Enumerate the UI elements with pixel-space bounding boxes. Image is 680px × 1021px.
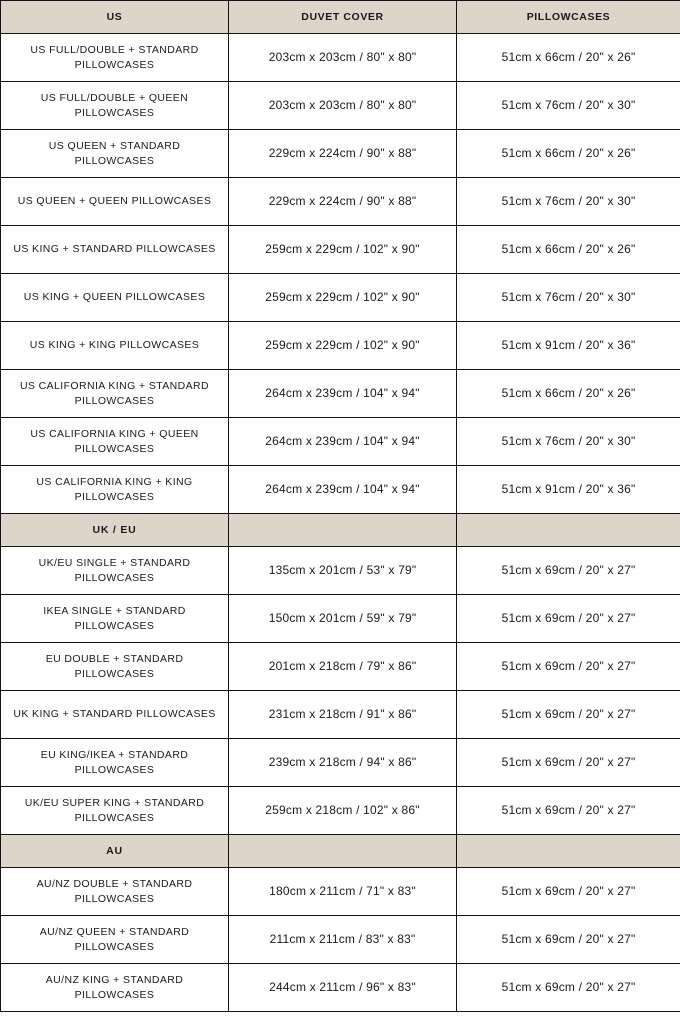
row-size-label: US FULL/DOUBLE + QUEEN PILLOWCASES bbox=[1, 82, 229, 130]
row-duvet-cover-size: 259cm x 229cm / 102" x 90" bbox=[229, 322, 457, 370]
row-pillowcase-size: 51cm x 66cm / 20" x 26" bbox=[457, 226, 680, 274]
section-title: AU bbox=[1, 835, 229, 868]
table-row bbox=[1, 868, 680, 916]
row-pillowcase-size: 51cm x 76cm / 20" x 30" bbox=[457, 274, 680, 322]
table-row bbox=[1, 322, 680, 370]
row-pillowcase-size: 51cm x 91cm / 20" x 36" bbox=[457, 466, 680, 514]
row-size-label: US QUEEN + QUEEN PILLOWCASES bbox=[1, 178, 229, 226]
table-row bbox=[1, 178, 680, 226]
table-row bbox=[1, 964, 680, 1012]
row-pillowcase-size: 51cm x 76cm / 20" x 30" bbox=[457, 418, 680, 466]
section-title: UK / EU bbox=[1, 514, 229, 547]
row-duvet-cover-size: 203cm x 203cm / 80" x 80" bbox=[229, 82, 457, 130]
section-spacer-pillow bbox=[457, 835, 680, 868]
table-row bbox=[1, 82, 680, 130]
row-duvet-cover-size: 264cm x 239cm / 104" x 94" bbox=[229, 418, 457, 466]
row-duvet-cover-size: 264cm x 239cm / 104" x 94" bbox=[229, 370, 457, 418]
table-row bbox=[1, 466, 680, 514]
row-size-label: US KING + STANDARD PILLOWCASES bbox=[1, 226, 229, 274]
table-row bbox=[1, 226, 680, 274]
table-header-row bbox=[1, 1, 680, 34]
row-size-label: EU KING/IKEA + STANDARD PILLOWCASES bbox=[1, 739, 229, 787]
row-duvet-cover-size: 229cm x 224cm / 90" x 88" bbox=[229, 178, 457, 226]
row-duvet-cover-size: 259cm x 229cm / 102" x 90" bbox=[229, 226, 457, 274]
row-size-label: EU DOUBLE + STANDARD PILLOWCASES bbox=[1, 643, 229, 691]
row-size-label: US QUEEN + STANDARD PILLOWCASES bbox=[1, 130, 229, 178]
row-size-label: US CALIFORNIA KING + STANDARD PILLOWCASES bbox=[1, 370, 229, 418]
table-body bbox=[1, 34, 680, 1012]
table-row bbox=[1, 274, 680, 322]
row-size-label: US CALIFORNIA KING + QUEEN PILLOWCASES bbox=[1, 418, 229, 466]
section-spacer-pillow bbox=[457, 514, 680, 547]
row-size-label: AU/NZ QUEEN + STANDARD PILLOWCASES bbox=[1, 916, 229, 964]
row-pillowcase-size: 51cm x 69cm / 20" x 27" bbox=[457, 547, 680, 595]
row-pillowcase-size: 51cm x 66cm / 20" x 26" bbox=[457, 370, 680, 418]
section-spacer-duvet bbox=[229, 514, 457, 547]
row-size-label: AU/NZ DOUBLE + STANDARD PILLOWCASES bbox=[1, 868, 229, 916]
row-pillowcase-size: 51cm x 69cm / 20" x 27" bbox=[457, 595, 680, 643]
row-duvet-cover-size: 231cm x 218cm / 91" x 86" bbox=[229, 691, 457, 739]
row-size-label: UK/EU SINGLE + STANDARD PILLOWCASES bbox=[1, 547, 229, 595]
row-duvet-cover-size: 259cm x 218cm / 102" x 86" bbox=[229, 787, 457, 835]
row-pillowcase-size: 51cm x 69cm / 20" x 27" bbox=[457, 787, 680, 835]
row-pillowcase-size: 51cm x 69cm / 20" x 27" bbox=[457, 916, 680, 964]
row-duvet-cover-size: 203cm x 203cm / 80" x 80" bbox=[229, 34, 457, 82]
row-duvet-cover-size: 259cm x 229cm / 102" x 90" bbox=[229, 274, 457, 322]
table-row bbox=[1, 739, 680, 787]
row-pillowcase-size: 51cm x 69cm / 20" x 27" bbox=[457, 643, 680, 691]
section-header-row bbox=[1, 514, 680, 547]
row-pillowcase-size: 51cm x 66cm / 20" x 26" bbox=[457, 130, 680, 178]
row-duvet-cover-size: 264cm x 239cm / 104" x 94" bbox=[229, 466, 457, 514]
table-row bbox=[1, 418, 680, 466]
row-size-label: US KING + QUEEN PILLOWCASES bbox=[1, 274, 229, 322]
table-row bbox=[1, 787, 680, 835]
row-duvet-cover-size: 211cm x 211cm / 83" x 83" bbox=[229, 916, 457, 964]
row-pillowcase-size: 51cm x 69cm / 20" x 27" bbox=[457, 868, 680, 916]
row-pillowcase-size: 51cm x 76cm / 20" x 30" bbox=[457, 178, 680, 226]
row-size-label: UK/EU SUPER KING + STANDARD PILLOWCASES bbox=[1, 787, 229, 835]
table-row bbox=[1, 370, 680, 418]
row-size-label: IKEA SINGLE + STANDARD PILLOWCASES bbox=[1, 595, 229, 643]
row-size-label: AU/NZ KING + STANDARD PILLOWCASES bbox=[1, 964, 229, 1012]
table-row bbox=[1, 34, 680, 82]
row-pillowcase-size: 51cm x 76cm / 20" x 30" bbox=[457, 82, 680, 130]
column-header-duvet-cover: DUVET COVER bbox=[229, 1, 457, 34]
row-pillowcase-size: 51cm x 69cm / 20" x 27" bbox=[457, 739, 680, 787]
row-size-label: US FULL/DOUBLE + STANDARD PILLOWCASES bbox=[1, 34, 229, 82]
row-duvet-cover-size: 244cm x 211cm / 96" x 83" bbox=[229, 964, 457, 1012]
table-row bbox=[1, 916, 680, 964]
row-pillowcase-size: 51cm x 66cm / 20" x 26" bbox=[457, 34, 680, 82]
row-duvet-cover-size: 180cm x 211cm / 71" x 83" bbox=[229, 868, 457, 916]
table-row bbox=[1, 595, 680, 643]
column-header-region: US bbox=[1, 1, 229, 34]
row-duvet-cover-size: 229cm x 224cm / 90" x 88" bbox=[229, 130, 457, 178]
row-pillowcase-size: 51cm x 91cm / 20" x 36" bbox=[457, 322, 680, 370]
table-row bbox=[1, 643, 680, 691]
row-pillowcase-size: 51cm x 69cm / 20" x 27" bbox=[457, 964, 680, 1012]
section-spacer-duvet bbox=[229, 835, 457, 868]
table-header bbox=[1, 1, 680, 34]
table-row bbox=[1, 130, 680, 178]
table-row bbox=[1, 691, 680, 739]
column-header-pillowcases: PILLOWCASES bbox=[457, 1, 680, 34]
row-duvet-cover-size: 239cm x 218cm / 94" x 86" bbox=[229, 739, 457, 787]
row-duvet-cover-size: 150cm x 201cm / 59" x 79" bbox=[229, 595, 457, 643]
section-header-row bbox=[1, 835, 680, 868]
row-size-label: UK KING + STANDARD PILLOWCASES bbox=[1, 691, 229, 739]
row-size-label: US CALIFORNIA KING + KING PILLOWCASES bbox=[1, 466, 229, 514]
row-pillowcase-size: 51cm x 69cm / 20" x 27" bbox=[457, 691, 680, 739]
table-row bbox=[1, 547, 680, 595]
row-duvet-cover-size: 135cm x 201cm / 53" x 79" bbox=[229, 547, 457, 595]
row-duvet-cover-size: 201cm x 218cm / 79" x 86" bbox=[229, 643, 457, 691]
row-size-label: US KING + KING PILLOWCASES bbox=[1, 322, 229, 370]
